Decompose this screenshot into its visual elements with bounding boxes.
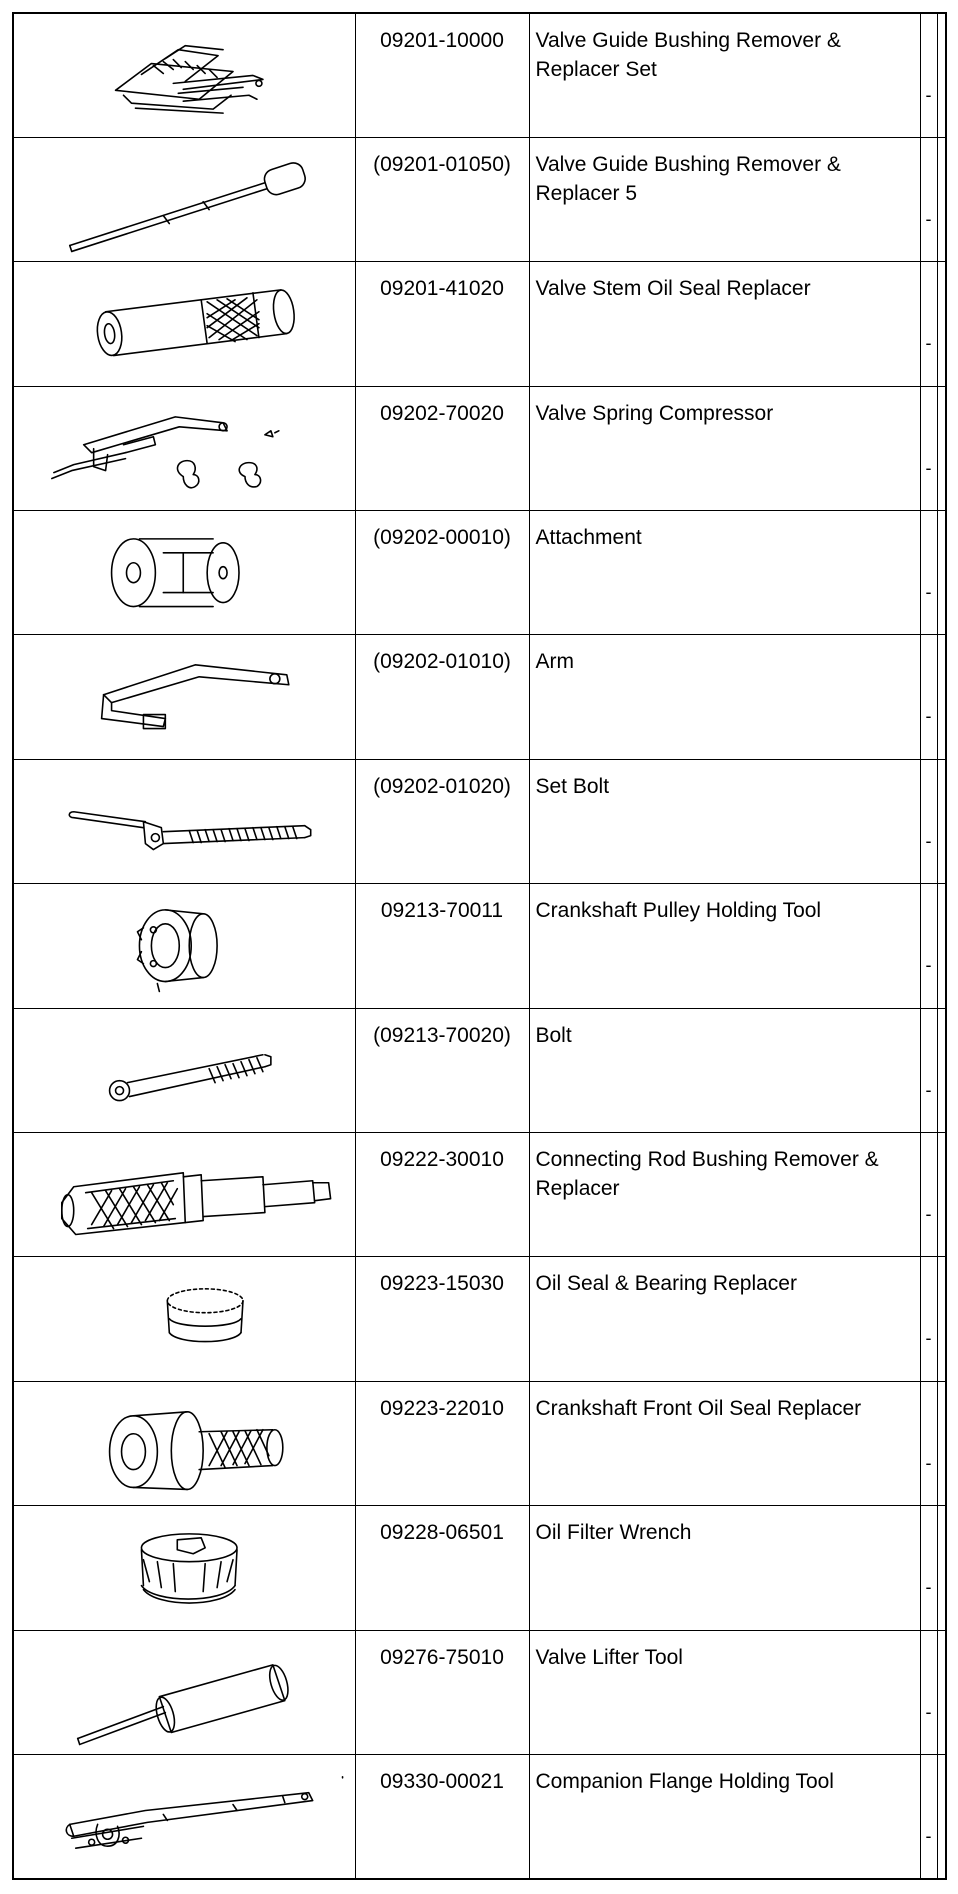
row-marker: -: [925, 955, 932, 976]
blank-cell: [937, 1133, 946, 1257]
lifter-tool-drawing: [14, 1631, 355, 1754]
bolt-drawing: [14, 1009, 355, 1132]
tool-row: [13, 1381, 946, 1505]
tool-row: [13, 884, 946, 1008]
part-number: 09222-30010: [380, 1148, 504, 1172]
blank-cell: [937, 262, 946, 386]
tool-row: [13, 1630, 946, 1754]
part-number-cell: [355, 1008, 529, 1132]
part-number: 09276-75010: [380, 1645, 504, 1669]
marker-cell: [920, 1257, 937, 1381]
knurled-cylinder-drawing: [14, 262, 355, 385]
spring-compressor-drawing: [14, 387, 355, 510]
description-cell: [529, 511, 920, 635]
blank-cell: [937, 137, 946, 261]
attachment-drawing: [14, 511, 355, 634]
blank-cell: [937, 1257, 946, 1381]
row-marker: -: [925, 830, 932, 851]
description-cell: [529, 262, 920, 386]
tool-illustration: [13, 137, 355, 261]
blank-cell: [937, 511, 946, 635]
part-number-cell: [355, 1506, 529, 1630]
tool-illustration: [13, 1754, 355, 1878]
description-cell: [529, 1754, 920, 1878]
tool-description: Valve Guide Bushing Remover & Replacer Set: [535, 29, 841, 81]
bushing-remover-rod-drawing: [14, 138, 355, 261]
tool-illustration: [13, 759, 355, 883]
description-cell: [529, 1133, 920, 1257]
marker-cell: [920, 1381, 937, 1505]
stepped-shaft-drawing: [14, 1133, 355, 1256]
tool-description: Set Bolt: [535, 774, 610, 798]
part-number-cell: [355, 262, 529, 386]
part-number-cell: [355, 1630, 529, 1754]
row-marker: -: [925, 85, 932, 105]
arm-drawing: [14, 635, 355, 758]
part-number-cell: [355, 884, 529, 1008]
part-number: 09228-06501: [380, 1521, 504, 1545]
description-cell: [529, 884, 920, 1008]
marker-cell: [920, 13, 937, 137]
part-number-cell: [355, 635, 529, 759]
blank-cell: [937, 13, 946, 137]
tool-illustration: [13, 13, 355, 137]
tool-illustration: [13, 262, 355, 386]
pulley-holding-tool-drawing: [14, 884, 355, 1007]
row-marker: -: [925, 1204, 932, 1225]
part-number-cell: [355, 1381, 529, 1505]
marker-cell: [920, 262, 937, 386]
tool-description: Arm: [535, 650, 574, 674]
row-marker: -: [925, 333, 932, 354]
description-cell: [529, 386, 920, 510]
blank-cell: [937, 1630, 946, 1754]
part-number-cell: [355, 1754, 529, 1878]
tool-row: [13, 262, 946, 386]
part-number-cell: [355, 386, 529, 510]
marker-cell: [920, 1506, 937, 1630]
part-number: 09201-10000: [380, 29, 504, 52]
marker-cell: [920, 137, 937, 261]
tool-description: Companion Flange Holding Tool: [535, 1769, 834, 1793]
blank-cell: [937, 386, 946, 510]
description-cell: [529, 1257, 920, 1381]
marker-cell: [920, 884, 937, 1008]
tool-illustration: [13, 1506, 355, 1630]
part-number: (09202-01020): [373, 774, 511, 798]
description-cell: [529, 1506, 920, 1630]
marker-cell: [920, 1754, 937, 1878]
tool-row: [13, 1754, 946, 1878]
tool-illustration: [13, 1133, 355, 1257]
row-marker: -: [925, 457, 932, 478]
blank-cell: [937, 884, 946, 1008]
marker-cell: [920, 635, 937, 759]
description-cell: [529, 13, 920, 137]
tool-row: [13, 1257, 946, 1381]
tool-row: [13, 386, 946, 510]
tool-description: Valve Guide Bushing Remover & Replacer 5: [535, 152, 841, 205]
marker-cell: [920, 759, 937, 883]
special-tools-table: [12, 12, 947, 1880]
part-number-cell: [355, 1133, 529, 1257]
tool-description: Valve Stem Oil Seal Replacer: [535, 277, 811, 301]
blank-cell: [937, 1381, 946, 1505]
tool-illustration: [13, 1008, 355, 1132]
tool-description: Attachment: [535, 526, 642, 550]
part-number-cell: [355, 137, 529, 261]
row-marker: -: [925, 208, 932, 229]
tool-illustration: [13, 1630, 355, 1754]
part-number: 09201-41020: [380, 277, 504, 301]
tool-row: [13, 1133, 946, 1257]
tool-illustration: [13, 884, 355, 1008]
description-cell: [529, 1008, 920, 1132]
tool-illustration: [13, 511, 355, 635]
part-number-cell: [355, 511, 529, 635]
part-number: 09330-00021: [380, 1769, 504, 1793]
description-cell: [529, 137, 920, 261]
blank-cell: [937, 1008, 946, 1132]
tool-illustration: [13, 1381, 355, 1505]
filter-wrench-drawing: [14, 1506, 355, 1629]
seal-replacer-drawing: [14, 1382, 355, 1505]
tool-description: Oil Seal & Bearing Replacer: [535, 1272, 797, 1296]
part-number: (09202-01010): [373, 650, 511, 674]
part-number: 09202-70020: [380, 401, 504, 425]
part-number: (09213-70020): [373, 1023, 511, 1047]
tool-row: [13, 635, 946, 759]
valve-guide-bushing-set-drawing: [14, 14, 355, 137]
description-cell: [529, 1381, 920, 1505]
tool-row: [13, 13, 946, 137]
marker-cell: [920, 1133, 937, 1257]
description-cell: [529, 1630, 920, 1754]
row-marker: -: [925, 706, 932, 727]
tool-description: Connecting Rod Bushing Remover & Replacer: [535, 1148, 879, 1201]
tool-row: [13, 1008, 946, 1132]
tool-illustration: [13, 1257, 355, 1381]
row-marker: -: [925, 1079, 932, 1100]
tool-description: Crankshaft Pulley Holding Tool: [535, 899, 822, 923]
set-bolt-drawing: [14, 760, 355, 883]
row-marker: -: [925, 1577, 932, 1598]
tool-description: Valve Lifter Tool: [535, 1645, 683, 1669]
flange-holding-tool-drawing: [14, 1755, 355, 1878]
row-marker: -: [925, 1825, 932, 1846]
part-number: 09223-15030: [380, 1272, 504, 1296]
part-number: (09202-00010): [373, 526, 511, 550]
blank-cell: [937, 1506, 946, 1630]
tool-description: Oil Filter Wrench: [535, 1521, 692, 1545]
part-number: 09213-70011: [380, 899, 504, 923]
part-number-cell: [355, 759, 529, 883]
tool-illustration: [13, 635, 355, 759]
tool-row: [13, 511, 946, 635]
blank-cell: [937, 635, 946, 759]
tool-description: Bolt: [535, 1023, 572, 1047]
blank-cell: [937, 1754, 946, 1878]
tool-row: [13, 137, 946, 261]
description-cell: [529, 759, 920, 883]
tool-row: [13, 759, 946, 883]
tool-illustration: [13, 386, 355, 510]
part-number-cell: [355, 13, 529, 137]
row-marker: -: [925, 1328, 932, 1349]
row-marker: -: [925, 1701, 932, 1722]
marker-cell: [920, 1008, 937, 1132]
marker-cell: [920, 386, 937, 510]
part-number: 09223-22010: [380, 1396, 504, 1420]
marker-cell: [920, 1630, 937, 1754]
tool-description: Crankshaft Front Oil Seal Replacer: [535, 1396, 862, 1420]
ring-drawing: [14, 1257, 355, 1380]
part-number: (09201-01050): [373, 152, 511, 176]
tool-description: Valve Spring Compressor: [535, 401, 774, 425]
part-number-cell: [355, 1257, 529, 1381]
marker-cell: [920, 511, 937, 635]
description-cell: [529, 635, 920, 759]
row-marker: -: [925, 1452, 932, 1473]
tool-row: [13, 1506, 946, 1630]
blank-cell: [937, 759, 946, 883]
row-marker: -: [925, 582, 932, 603]
